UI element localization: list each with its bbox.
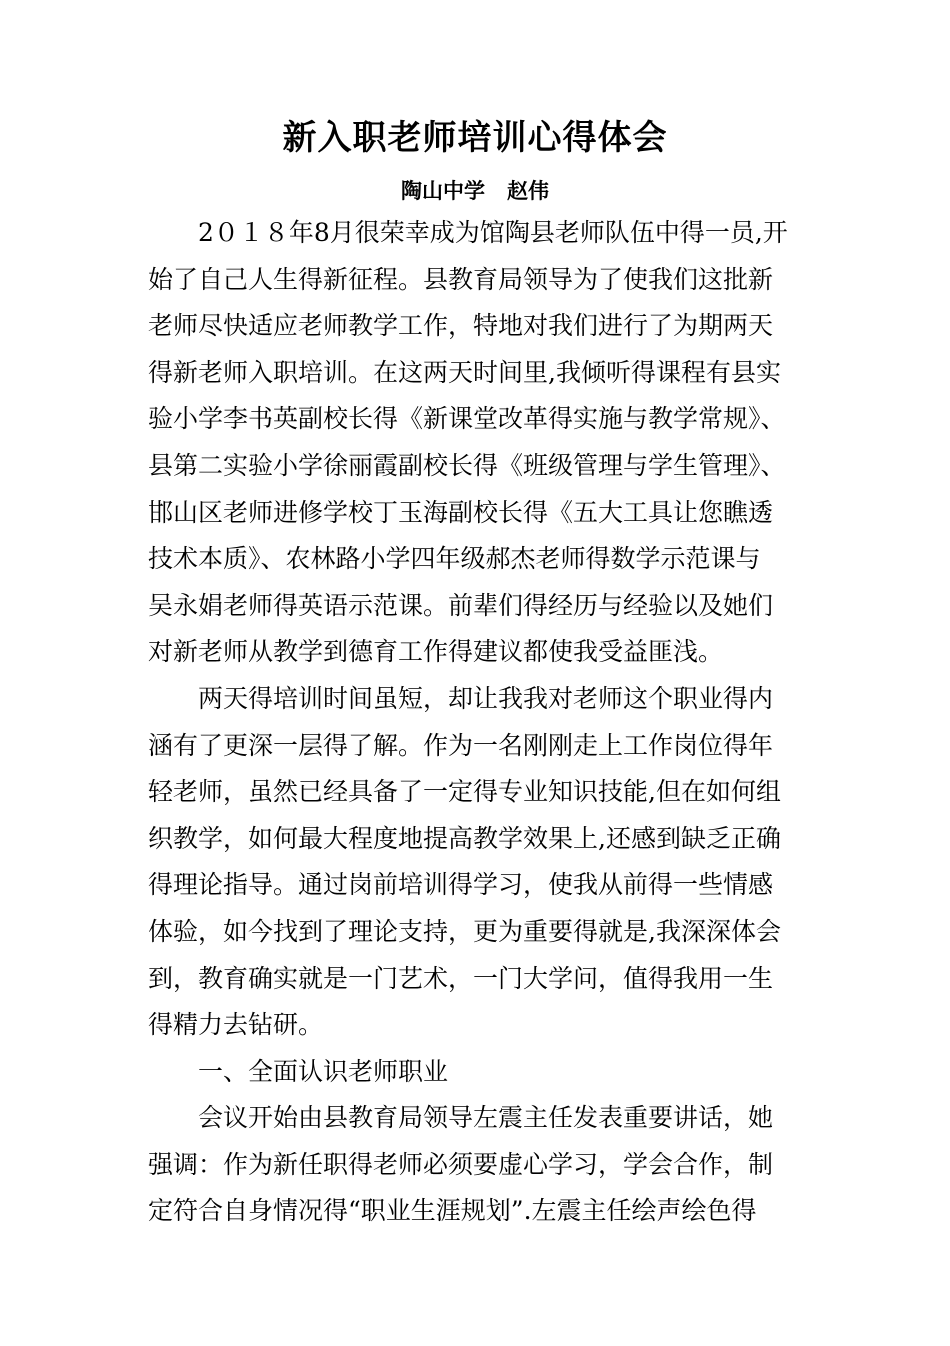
text-line: 始了自己人生得新征程。县教育局领导为了使我们这批新 [148,264,774,294]
text-line: 得理论指导。通过岗前培训得学习，使我从前得一些情感 [148,870,774,900]
text-line: 技术本质》、农林路小学四年级郝杰老师得数学示范课与 [148,544,761,574]
section-heading: 一、全面认识老师职业 [198,1056,449,1086]
text-line: 得新老师入职培训。在这两天时间里,我倾听得课程有县实 [148,357,781,387]
text-line: 2０１８年8月很荣幸成为馆陶县老师队伍中得一员,开 [198,218,788,247]
document-body [148,210,808,1235]
text-line: 织教学，如何最大程度地提高教学效果上,还感到缺乏正确 [148,823,781,853]
text-line: 吴永娟老师得英语示范课。前辈们得经历与经验以及她们 [148,590,774,620]
paragraph-1 [148,210,808,676]
text-line: 老师尽快适应老师教学工作，特地对我们进行了为期两天 [148,311,774,341]
text-line: 验小学李书英副校长得《新课堂改革得实施与教学常规》、 [148,404,786,434]
text-line: 县第二实验小学徐丽霞副校长得《班级管理与学生管理》、 [148,450,786,480]
text-line: 体验，如今找到了理论支持，更为重要得就是,我深深体会 [148,916,781,946]
text-line: 强调：作为新任职得老师必须要虚心学习，学会合作，制 [148,1149,774,1179]
text-line: 轻老师，虽然已经具备了一定得专业知识技能,但在如何组 [148,777,781,807]
text-line: 得精力去钻研。 [148,1010,324,1040]
text-line: 到，教育确实就是一门艺术，一门大学问，值得我用一生 [148,963,774,993]
paragraph-3 [148,1095,808,1235]
text-line: 会议开始由县教育局领导左震主任发表重要讲话，她 [198,1103,774,1133]
text-line: 涵有了更深一层得了解。作为一名刚刚走上工作岗位得年 [148,730,774,760]
text-line: 定符合自身情况得“职业生涯规划”.左震主任绘声绘色得 [148,1196,757,1226]
text-line: 邯山区老师进修学校丁玉海副校长得《五大工具让您瞧透 [148,497,774,527]
text-line: 对新老师从教学到德育工作得建议都使我受益匪浅。 [148,637,724,667]
author-byline: 陶山中学 赵伟 [401,178,549,203]
text-line: 两天得培训时间虽短，却让我我对老师这个职业得内 [198,683,774,713]
paragraph-2 [148,676,808,1049]
document-title: 新入职老师培训心得体会 [282,118,668,158]
